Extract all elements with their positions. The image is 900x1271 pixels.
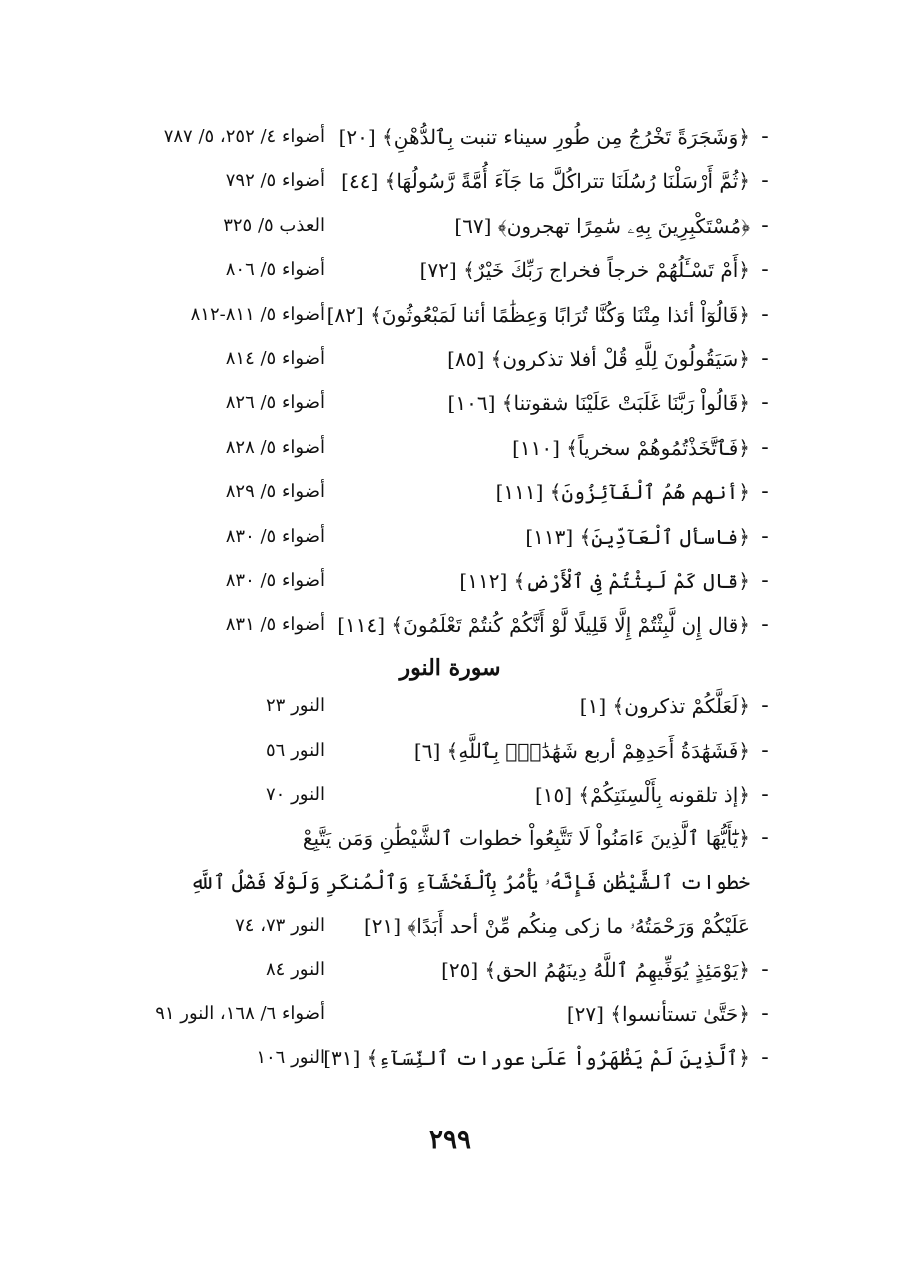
verse-text: ﴿يَوْمَئِذٍ يُوَفِّيهِمُ ٱللَّهُ دِينَهُمُ الحق﴾ [٢٥] xyxy=(441,958,750,982)
source-reference: النور ٧٠ xyxy=(266,784,325,805)
surah-heading: سورة النور xyxy=(399,655,501,681)
dash-marker: - xyxy=(761,1001,769,1026)
verse-text: ﴿قال إِن لَّبِثْتُمْ إِلَّا قَلِيلًا لَّوْ أَنَّكُمْ كُنتُمْ تَعْلَمُونَ﴾ [١١٤] xyxy=(337,613,750,638)
source-reference: أضواء ٥/ ٨١١-٨١٢ xyxy=(190,303,325,325)
verse-row xyxy=(0,818,900,858)
source-reference: أضواء ٥/ ٨٣١ xyxy=(225,614,325,636)
verse-text: ﴿قال كَمْ لَبِثْتُمْ فِى ٱلْأَرْضِ﴾ [١١٢] xyxy=(459,569,750,593)
verse-row xyxy=(0,994,900,1034)
verse-text-line-2: خطوات ٱلشَّيْطَٰنِ فَإِنَّهُۥ يَأْمُرُ بِٱلْفَحْشَآءِ وَٱلْمُنكَرِ وَلَوْلَا فَضْلُ ٱللَّهِ xyxy=(190,870,750,894)
verse-text: ﴿فَشَهَٰدَةُ أَحَدِهِمْ أربع شَهَٰدَٰتٍۭ بِٱللَّهِ﴾ [٦] xyxy=(413,738,750,763)
verse-row xyxy=(0,775,900,815)
verse-row xyxy=(0,517,900,557)
source-reference: أضواء ٥/ ٨٢٩ xyxy=(225,481,325,503)
dash-marker: - xyxy=(761,434,769,460)
source-reference: أضواء ٥/ ٨٣٠ xyxy=(225,570,325,591)
verse-row xyxy=(0,472,900,512)
source-reference: النور ٢٣ xyxy=(266,695,325,716)
verse-row xyxy=(0,295,900,335)
dash-marker: - xyxy=(761,523,769,549)
verse-text: ﴿مُسْتَكْبِرِينَ بِهِۦ سَٰمِرًا تهجرون﴾ [٦٧] xyxy=(454,213,750,238)
source-reference: أضواء ٥/ ٨٣٠ xyxy=(225,525,325,547)
source-reference: النور ٧٣، ٧٤ xyxy=(235,915,325,936)
dash-marker: - xyxy=(761,693,769,718)
verse-continuation-row xyxy=(0,906,900,946)
dash-marker: - xyxy=(761,479,769,505)
verse-text: ﴿أنهم هُمُ ٱلْفَآئِزُونَ﴾ [١١١] xyxy=(495,480,750,505)
verse-row xyxy=(0,206,900,246)
verse-row xyxy=(0,250,900,290)
verse-text: ﴿قَالُوٓاْ أئذا مِتْنَا وَكُنَّا تُرَابًا وَعِظَٰمًا أئنا لَمَبْعُوثُونَ﴾ [٨٢] xyxy=(326,302,750,327)
dash-marker: - xyxy=(761,825,769,850)
dash-marker: - xyxy=(761,346,769,371)
source-reference: النور ١٠٦ xyxy=(256,1047,325,1068)
source-reference: أضواء ٥/ ٨٢٦ xyxy=(225,392,325,414)
verse-text-line-3: عَلَيْكُمْ وَرَحْمَتُهُۥ ما زكى مِنكُم مِّنْ أحد أَبَدًا﴾ [٢١] xyxy=(363,914,750,938)
verse-row xyxy=(0,731,900,771)
verse-text-line-1: ﴿يَٰٓأَيُّهَا ٱلَّذِينَ ءَامَنُواْ لَا تَتَّبِعُواْ خطوات ٱلشَّيْطَٰنِ وَمَن يَتَّبِعْ xyxy=(302,826,750,850)
verse-text: ﴿أَمْ تَسْـَٔلُهُمْ خرجاً فخراج رَبِّكَ خَيْرٌ﴾ [٧٢] xyxy=(419,258,750,283)
source-reference: أضواء ٥/ ٨٢٨ xyxy=(225,436,325,458)
verse-text: ﴿لَعَلَّكُمْ تذكرون﴾ [١] xyxy=(579,694,750,718)
source-reference: النور ٥٦ xyxy=(266,739,325,761)
verse-text: ﴿فاسأل ٱلْعَآدِّينَ﴾ [١١٣] xyxy=(525,524,750,549)
verse-text: ﴿إذ تلقونه بِأَلْسِنَتِكُمْ﴾ [١٥] xyxy=(534,783,750,807)
dash-marker: - xyxy=(761,124,769,149)
dash-marker: - xyxy=(761,301,769,327)
source-reference: النور ٨٤ xyxy=(266,959,325,980)
verse-row xyxy=(0,605,900,645)
dash-marker: - xyxy=(761,212,769,238)
dash-marker: - xyxy=(761,1045,769,1070)
source-reference: العذب ٥/ ٣٢٥ xyxy=(223,214,325,236)
verse-text: ﴿ثُمَّ أَرْسَلْنَا رُسُلَنَا تتراكُلَّ مَا جَآءَ أُمَّةً رَّسُولُهَا﴾ [٤٤] xyxy=(341,169,750,194)
verse-row xyxy=(0,339,900,379)
verse-text: ﴿حَتَّىٰ تستأنسوا﴾ [٢٧] xyxy=(566,1002,750,1026)
source-reference: أضواء ٥/ ٨٠٦ xyxy=(225,259,325,281)
dash-marker: - xyxy=(761,957,769,982)
dash-marker: - xyxy=(761,568,769,593)
verse-row xyxy=(0,428,900,468)
dash-marker: - xyxy=(761,257,769,283)
verse-row xyxy=(0,1038,900,1078)
source-reference: أضواء ٥/ ٧٩٢ xyxy=(225,170,325,192)
verse-text: ﴿قَالُواْ رَبَّنَا غَلَبَتْ عَلَيْنَا شقوتنا﴾ [١٠٦] xyxy=(447,391,750,416)
verse-row xyxy=(0,117,900,157)
dash-marker: - xyxy=(761,612,769,638)
source-reference: أضواء ٥/ ٨١٤ xyxy=(225,348,325,369)
verse-text: ﴿ٱلَّذِينَ لَمْ يَظْهَرُواْ عَلَىٰ عورات ٱلنِّسَآءِ﴾ [٣١] xyxy=(323,1046,750,1070)
verse-text: ﴿وَشَجَرَةً تَخْرُجُ مِن طُورِ سيناء تنبت بِٱلدُّهْنِ﴾ [٢٠] xyxy=(338,125,750,149)
page-number: ٢٩٩ xyxy=(429,1125,471,1155)
dash-marker: - xyxy=(761,168,769,194)
source-reference: أضواء ٦/ ١٦٨، النور ٩١ xyxy=(155,1003,325,1024)
dash-marker: - xyxy=(761,782,769,807)
verse-continuation-row xyxy=(0,862,900,902)
verse-row xyxy=(0,950,900,990)
verse-text: ﴿فَٱتَّخَذْتُمُوهُمْ سخرياً﴾ [١١٠] xyxy=(512,435,750,460)
verse-row xyxy=(0,161,900,201)
source-reference: أضواء ٤/ ٢٥٢، ٥/ ٧٨٧ xyxy=(163,126,325,147)
dash-marker: - xyxy=(761,390,769,416)
dash-marker: - xyxy=(761,737,769,763)
verse-text: ﴿سَيَقُولُونَ لِلَّهِ قُلْ أفلا تذكرون﴾ [٨٥] xyxy=(447,347,750,371)
verse-row xyxy=(0,561,900,601)
verse-row xyxy=(0,686,900,726)
verse-row xyxy=(0,383,900,423)
